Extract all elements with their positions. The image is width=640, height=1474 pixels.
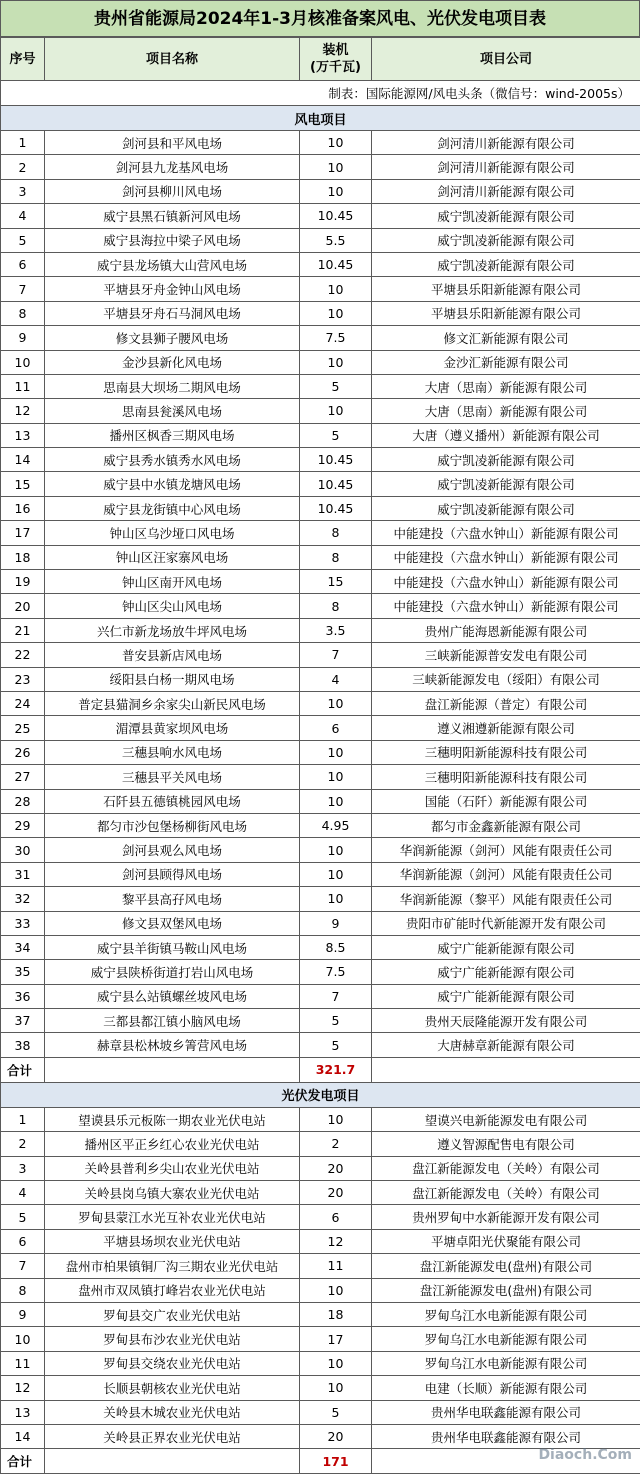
capacity: 10 bbox=[300, 1107, 372, 1131]
header-row bbox=[1, 38, 640, 81]
capacity: 6 bbox=[300, 1205, 372, 1229]
header-name: 项目名称 bbox=[45, 38, 300, 81]
company: 威宁凯凌新能源有限公司 bbox=[372, 204, 640, 228]
project-name: 威宁县中水镇龙塘风电场 bbox=[45, 472, 300, 496]
project-name: 罗甸县交广农业光伏电站 bbox=[45, 1302, 300, 1326]
project-name: 剑河县柳川风电场 bbox=[45, 179, 300, 203]
header-no: 序号 bbox=[1, 38, 45, 81]
wind-table-row bbox=[1, 228, 640, 252]
solar-section-title: 光伏发电项目 bbox=[1, 1082, 640, 1107]
project-name: 都匀市沙包堡杨柳街风电场 bbox=[45, 813, 300, 837]
company: 金沙汇新能源有限公司 bbox=[372, 350, 640, 374]
company: 三穗明阳新能源科技有限公司 bbox=[372, 765, 640, 789]
capacity: 10.45 bbox=[300, 448, 372, 472]
project-name: 绥阳县白杨一期风电场 bbox=[45, 667, 300, 691]
capacity: 5 bbox=[300, 1009, 372, 1033]
company: 平塘县乐阳新能源有限公司 bbox=[372, 277, 640, 301]
row-no: 7 bbox=[1, 277, 45, 301]
capacity: 10.45 bbox=[300, 496, 372, 520]
wind-table-row bbox=[1, 496, 640, 520]
row-no: 35 bbox=[1, 960, 45, 984]
company: 贵阳市矿能时代新能源开发有限公司 bbox=[372, 911, 640, 935]
row-no: 20 bbox=[1, 594, 45, 618]
project-name: 剑河县顾得风电场 bbox=[45, 862, 300, 886]
capacity: 15 bbox=[300, 570, 372, 594]
wind-table-row bbox=[1, 131, 640, 155]
solar-table-row bbox=[1, 1132, 640, 1156]
credit-row bbox=[1, 81, 640, 106]
row-no: 15 bbox=[1, 472, 45, 496]
row-no: 9 bbox=[1, 1302, 45, 1326]
project-name: 钟山区南开风电场 bbox=[45, 570, 300, 594]
solar-total-value: 171 bbox=[300, 1449, 372, 1474]
project-table bbox=[0, 37, 640, 1474]
company: 罗甸乌江水电新能源有限公司 bbox=[372, 1327, 640, 1351]
project-name: 兴仁市新龙场放牛坪风电场 bbox=[45, 618, 300, 642]
capacity: 10 bbox=[300, 740, 372, 764]
wind-table-row bbox=[1, 252, 640, 276]
wind-table-row bbox=[1, 374, 640, 398]
company: 大唐赫章新能源有限公司 bbox=[372, 1033, 640, 1057]
row-no: 6 bbox=[1, 1229, 45, 1253]
company: 遵义湘遵新能源有限公司 bbox=[372, 716, 640, 740]
project-name: 剑河县观么风电场 bbox=[45, 838, 300, 862]
row-no: 28 bbox=[1, 789, 45, 813]
company: 威宁凯凌新能源有限公司 bbox=[372, 496, 640, 520]
company: 贵州华电联鑫能源有限公司 bbox=[372, 1400, 640, 1424]
project-name: 关岭县正界农业光伏电站 bbox=[45, 1424, 300, 1448]
row-no: 14 bbox=[1, 448, 45, 472]
wind-table-row bbox=[1, 1033, 640, 1057]
project-name: 关岭县岗乌镇大寨农业光伏电站 bbox=[45, 1181, 300, 1205]
wind-table-row bbox=[1, 350, 640, 374]
company: 剑河清川新能源有限公司 bbox=[372, 155, 640, 179]
wind-table-row bbox=[1, 838, 640, 862]
row-no: 8 bbox=[1, 301, 45, 325]
capacity: 3.5 bbox=[300, 618, 372, 642]
project-name: 湄潭县黄家坝风电场 bbox=[45, 716, 300, 740]
project-name: 石阡县五德镇桃园风电场 bbox=[45, 789, 300, 813]
row-no: 4 bbox=[1, 1181, 45, 1205]
watermark-text: Diaoch.Com bbox=[538, 1447, 632, 1463]
row-no: 3 bbox=[1, 1156, 45, 1180]
project-name: 播州区枫香三期风电场 bbox=[45, 423, 300, 447]
project-name: 威宁县海拉中梁子风电场 bbox=[45, 228, 300, 252]
capacity: 10 bbox=[300, 350, 372, 374]
project-name: 三穗县平关风电场 bbox=[45, 765, 300, 789]
solar-table-row bbox=[1, 1327, 640, 1351]
capacity: 5 bbox=[300, 374, 372, 398]
company: 华润新能源（黎平）风能有限责任公司 bbox=[372, 887, 640, 911]
row-no: 25 bbox=[1, 716, 45, 740]
sheet-title: 贵州省能源局2024年1-3月核准备案风电、光伏发电项目表 bbox=[0, 0, 640, 37]
project-name: 罗甸县交绕农业光伏电站 bbox=[45, 1351, 300, 1375]
capacity: 2 bbox=[300, 1132, 372, 1156]
company: 遵义智源配售电有限公司 bbox=[372, 1132, 640, 1156]
capacity: 4.95 bbox=[300, 813, 372, 837]
row-no: 23 bbox=[1, 667, 45, 691]
wind-table-row bbox=[1, 862, 640, 886]
row-no: 11 bbox=[1, 374, 45, 398]
company: 威宁广能新能源有限公司 bbox=[372, 960, 640, 984]
capacity: 10 bbox=[300, 301, 372, 325]
capacity: 7.5 bbox=[300, 960, 372, 984]
row-no: 13 bbox=[1, 1400, 45, 1424]
project-name: 修文县双堡风电场 bbox=[45, 911, 300, 935]
row-no: 8 bbox=[1, 1278, 45, 1302]
solar-total-empty bbox=[45, 1449, 300, 1474]
row-no: 10 bbox=[1, 1327, 45, 1351]
company: 盘江新能源（普定）有限公司 bbox=[372, 691, 640, 715]
project-name: 钟山区乌沙垭口风电场 bbox=[45, 521, 300, 545]
row-no: 37 bbox=[1, 1009, 45, 1033]
capacity: 10.45 bbox=[300, 204, 372, 228]
capacity: 20 bbox=[300, 1424, 372, 1448]
company: 罗甸乌江水电新能源有限公司 bbox=[372, 1302, 640, 1326]
row-no: 11 bbox=[1, 1351, 45, 1375]
wind-table-row bbox=[1, 301, 640, 325]
capacity: 10 bbox=[300, 789, 372, 813]
company: 大唐（思南）新能源有限公司 bbox=[372, 374, 640, 398]
solar-table-row bbox=[1, 1254, 640, 1278]
company: 罗甸乌江水电新能源有限公司 bbox=[372, 1351, 640, 1375]
project-name: 威宁县陕桥街道打岩山风电场 bbox=[45, 960, 300, 984]
capacity: 12 bbox=[300, 1229, 372, 1253]
company: 威宁凯凌新能源有限公司 bbox=[372, 472, 640, 496]
project-name: 剑河县和平风电场 bbox=[45, 131, 300, 155]
wind-total-empty-2 bbox=[372, 1057, 640, 1082]
row-no: 5 bbox=[1, 1205, 45, 1229]
wind-table-row bbox=[1, 691, 640, 715]
company: 威宁凯凌新能源有限公司 bbox=[372, 448, 640, 472]
company: 中能建投（六盘水钟山）新能源有限公司 bbox=[372, 594, 640, 618]
row-no: 30 bbox=[1, 838, 45, 862]
wind-table-row bbox=[1, 740, 640, 764]
capacity: 18 bbox=[300, 1302, 372, 1326]
wind-total-value: 321.7 bbox=[300, 1057, 372, 1082]
company: 中能建投（六盘水钟山）新能源有限公司 bbox=[372, 521, 640, 545]
company: 中能建投（六盘水钟山）新能源有限公司 bbox=[372, 570, 640, 594]
row-no: 13 bbox=[1, 423, 45, 447]
company: 贵州广能海恩新能源有限公司 bbox=[372, 618, 640, 642]
wind-table-row bbox=[1, 155, 640, 179]
capacity: 10 bbox=[300, 1278, 372, 1302]
company: 剑河清川新能源有限公司 bbox=[372, 131, 640, 155]
capacity: 10.45 bbox=[300, 472, 372, 496]
company: 平塘县乐阳新能源有限公司 bbox=[372, 301, 640, 325]
project-name: 盘州市双凤镇打峰岩农业光伏电站 bbox=[45, 1278, 300, 1302]
company: 三峡新能源发电（绥阳）有限公司 bbox=[372, 667, 640, 691]
wind-table-row bbox=[1, 326, 640, 350]
project-name: 普安县新店风电场 bbox=[45, 643, 300, 667]
wind-table-row bbox=[1, 423, 640, 447]
project-name: 关岭县普利乡尖山农业光伏电站 bbox=[45, 1156, 300, 1180]
row-no: 7 bbox=[1, 1254, 45, 1278]
row-no: 38 bbox=[1, 1033, 45, 1057]
company: 剑河清川新能源有限公司 bbox=[372, 179, 640, 203]
wind-table-row bbox=[1, 204, 640, 228]
project-name: 钟山区尖山风电场 bbox=[45, 594, 300, 618]
wind-table-row bbox=[1, 179, 640, 203]
row-no: 24 bbox=[1, 691, 45, 715]
capacity: 10 bbox=[300, 1351, 372, 1375]
wind-table-row bbox=[1, 1009, 640, 1033]
wind-table-row bbox=[1, 570, 640, 594]
project-name: 威宁县龙场镇大山营风电场 bbox=[45, 252, 300, 276]
project-name: 平塘县场坝农业光伏电站 bbox=[45, 1229, 300, 1253]
company: 威宁广能新能源有限公司 bbox=[372, 935, 640, 959]
wind-table-row bbox=[1, 935, 640, 959]
row-no: 1 bbox=[1, 1107, 45, 1131]
capacity: 10 bbox=[300, 838, 372, 862]
company: 中能建投（六盘水钟山）新能源有限公司 bbox=[372, 545, 640, 569]
wind-section-row bbox=[1, 106, 640, 131]
project-name: 普定县猫洞乡余家尖山新民风电场 bbox=[45, 691, 300, 715]
capacity: 9 bbox=[300, 911, 372, 935]
row-no: 27 bbox=[1, 765, 45, 789]
wind-table-row bbox=[1, 984, 640, 1008]
company: 威宁凯凌新能源有限公司 bbox=[372, 252, 640, 276]
company: 盘江新能源发电(盘州)有限公司 bbox=[372, 1278, 640, 1302]
project-name: 罗甸县布沙农业光伏电站 bbox=[45, 1327, 300, 1351]
company: 电建（长顺）新能源有限公司 bbox=[372, 1376, 640, 1400]
row-no: 19 bbox=[1, 570, 45, 594]
solar-table-row bbox=[1, 1181, 640, 1205]
company: 贵州天辰隆能源开发有限公司 bbox=[372, 1009, 640, 1033]
company: 三穗明阳新能源科技有限公司 bbox=[372, 740, 640, 764]
company: 平塘卓阳光伏聚能有限公司 bbox=[372, 1229, 640, 1253]
capacity: 8 bbox=[300, 521, 372, 545]
project-name: 金沙县新化风电场 bbox=[45, 350, 300, 374]
company: 威宁广能新能源有限公司 bbox=[372, 984, 640, 1008]
company: 贵州华电联鑫能源有限公司 bbox=[372, 1424, 640, 1448]
project-name: 思南县瓮溪风电场 bbox=[45, 399, 300, 423]
capacity: 8 bbox=[300, 594, 372, 618]
capacity: 10 bbox=[300, 155, 372, 179]
row-no: 10 bbox=[1, 350, 45, 374]
solar-table-row bbox=[1, 1205, 640, 1229]
row-no: 4 bbox=[1, 204, 45, 228]
wind-table-row bbox=[1, 911, 640, 935]
row-no: 26 bbox=[1, 740, 45, 764]
capacity: 17 bbox=[300, 1327, 372, 1351]
capacity: 4 bbox=[300, 667, 372, 691]
row-no: 33 bbox=[1, 911, 45, 935]
row-no: 36 bbox=[1, 984, 45, 1008]
row-no: 21 bbox=[1, 618, 45, 642]
capacity: 10 bbox=[300, 277, 372, 301]
header-company: 项目公司 bbox=[372, 38, 640, 81]
row-no: 14 bbox=[1, 1424, 45, 1448]
wind-total-label: 合计 bbox=[1, 1057, 45, 1082]
project-name: 赫章县松林坡乡箐营风电场 bbox=[45, 1033, 300, 1057]
project-name: 钟山区汪家寨风电场 bbox=[45, 545, 300, 569]
project-name: 三穗县响水风电场 bbox=[45, 740, 300, 764]
solar-table-row bbox=[1, 1302, 640, 1326]
project-name: 播州区平正乡红心农业光伏电站 bbox=[45, 1132, 300, 1156]
capacity: 7 bbox=[300, 984, 372, 1008]
capacity: 8 bbox=[300, 545, 372, 569]
capacity: 5 bbox=[300, 1400, 372, 1424]
row-no: 18 bbox=[1, 545, 45, 569]
project-name: 长顺县朝核农业光伏电站 bbox=[45, 1376, 300, 1400]
capacity: 10 bbox=[300, 179, 372, 203]
capacity: 7 bbox=[300, 643, 372, 667]
wind-table-row bbox=[1, 277, 640, 301]
row-no: 5 bbox=[1, 228, 45, 252]
capacity: 10 bbox=[300, 887, 372, 911]
wind-table-row bbox=[1, 521, 640, 545]
wind-table-row bbox=[1, 789, 640, 813]
capacity: 20 bbox=[300, 1156, 372, 1180]
company: 贵州罗甸中水新能源开发有限公司 bbox=[372, 1205, 640, 1229]
project-name: 关岭县木城农业光伏电站 bbox=[45, 1400, 300, 1424]
wind-total-row bbox=[1, 1057, 640, 1082]
wind-total-empty bbox=[45, 1057, 300, 1082]
project-name: 平塘县牙舟金钟山风电场 bbox=[45, 277, 300, 301]
project-name: 盘州市柏果镇铜厂沟三期农业光伏电站 bbox=[45, 1254, 300, 1278]
company: 国能（石阡）新能源有限公司 bbox=[372, 789, 640, 813]
capacity: 5.5 bbox=[300, 228, 372, 252]
capacity: 7.5 bbox=[300, 326, 372, 350]
row-no: 29 bbox=[1, 813, 45, 837]
wind-table-row bbox=[1, 887, 640, 911]
solar-table-row bbox=[1, 1376, 640, 1400]
capacity: 10 bbox=[300, 1376, 372, 1400]
row-no: 9 bbox=[1, 326, 45, 350]
wind-table-row bbox=[1, 594, 640, 618]
wind-table-row bbox=[1, 643, 640, 667]
row-no: 12 bbox=[1, 399, 45, 423]
capacity: 5 bbox=[300, 423, 372, 447]
solar-table-row bbox=[1, 1156, 640, 1180]
row-no: 34 bbox=[1, 935, 45, 959]
solar-table-row bbox=[1, 1278, 640, 1302]
company: 盘江新能源发电（关岭）有限公司 bbox=[372, 1156, 640, 1180]
project-name: 威宁县黑石镇新河风电场 bbox=[45, 204, 300, 228]
solar-table-row bbox=[1, 1107, 640, 1131]
project-name: 威宁县龙街镇中心风电场 bbox=[45, 496, 300, 520]
wind-table-row bbox=[1, 472, 640, 496]
company: 望谟兴电新能源发电有限公司 bbox=[372, 1107, 640, 1131]
row-no: 2 bbox=[1, 1132, 45, 1156]
wind-table-row bbox=[1, 399, 640, 423]
solar-table-row bbox=[1, 1400, 640, 1424]
company: 大唐（遵义播州）新能源有限公司 bbox=[372, 423, 640, 447]
company: 华润新能源（剑河）风能有限责任公司 bbox=[372, 838, 640, 862]
row-no: 6 bbox=[1, 252, 45, 276]
wind-table-row bbox=[1, 448, 640, 472]
row-no: 2 bbox=[1, 155, 45, 179]
solar-table-row bbox=[1, 1424, 640, 1448]
wind-table-row bbox=[1, 960, 640, 984]
company: 盘江新能源发电(盘州)有限公司 bbox=[372, 1254, 640, 1278]
row-no: 3 bbox=[1, 179, 45, 203]
project-name: 思南县大坝场二期风电场 bbox=[45, 374, 300, 398]
capacity: 10 bbox=[300, 399, 372, 423]
project-name: 望谟县乐元板陈一期农业光伏电站 bbox=[45, 1107, 300, 1131]
project-name: 黎平县高孖风电场 bbox=[45, 887, 300, 911]
project-name: 平塘县牙舟石马洞风电场 bbox=[45, 301, 300, 325]
project-name: 威宁县羊街镇马鞍山风电场 bbox=[45, 935, 300, 959]
capacity: 10.45 bbox=[300, 252, 372, 276]
wind-table-row bbox=[1, 813, 640, 837]
company: 都匀市金鑫新能源有限公司 bbox=[372, 813, 640, 837]
row-no: 1 bbox=[1, 131, 45, 155]
wind-table-row bbox=[1, 765, 640, 789]
capacity: 5 bbox=[300, 1033, 372, 1057]
capacity: 10 bbox=[300, 862, 372, 886]
credit-text: 制表：国际能源网/风电头条（微信号：wind-2005s） bbox=[1, 81, 640, 106]
row-no: 12 bbox=[1, 1376, 45, 1400]
company: 威宁凯凌新能源有限公司 bbox=[372, 228, 640, 252]
capacity: 11 bbox=[300, 1254, 372, 1278]
project-name: 威宁县秀水镇秀水风电场 bbox=[45, 448, 300, 472]
wind-table-row bbox=[1, 716, 640, 740]
project-name: 三都县都江镇小脑风电场 bbox=[45, 1009, 300, 1033]
project-name: 威宁县么站镇螺丝坡风电场 bbox=[45, 984, 300, 1008]
solar-section-row bbox=[1, 1082, 640, 1107]
solar-table-row bbox=[1, 1229, 640, 1253]
company: 修文汇新能源有限公司 bbox=[372, 326, 640, 350]
capacity: 8.5 bbox=[300, 935, 372, 959]
row-no: 32 bbox=[1, 887, 45, 911]
project-name: 罗甸县蒙江水光互补农业光伏电站 bbox=[45, 1205, 300, 1229]
company: 华润新能源（剑河）风能有限责任公司 bbox=[372, 862, 640, 886]
solar-total-label: 合计 bbox=[1, 1449, 45, 1474]
capacity: 6 bbox=[300, 716, 372, 740]
row-no: 31 bbox=[1, 862, 45, 886]
row-no: 22 bbox=[1, 643, 45, 667]
wind-table-row bbox=[1, 618, 640, 642]
capacity: 20 bbox=[300, 1181, 372, 1205]
capacity: 10 bbox=[300, 765, 372, 789]
project-name: 剑河县九龙基风电场 bbox=[45, 155, 300, 179]
header-capacity bbox=[300, 38, 372, 81]
header-capacity-line2: (万千瓦) bbox=[310, 60, 361, 75]
header-capacity-line1: 装机 bbox=[322, 43, 348, 58]
capacity: 10 bbox=[300, 691, 372, 715]
company: 大唐（思南）新能源有限公司 bbox=[372, 399, 640, 423]
wind-table-row bbox=[1, 545, 640, 569]
wind-table-row bbox=[1, 667, 640, 691]
capacity: 10 bbox=[300, 131, 372, 155]
company: 三峡新能源普安发电有限公司 bbox=[372, 643, 640, 667]
row-no: 17 bbox=[1, 521, 45, 545]
project-name: 修文县狮子腰风电场 bbox=[45, 326, 300, 350]
company: 盘江新能源发电（关岭）有限公司 bbox=[372, 1181, 640, 1205]
solar-table-row bbox=[1, 1351, 640, 1375]
row-no: 16 bbox=[1, 496, 45, 520]
wind-section-title: 风电项目 bbox=[1, 106, 640, 131]
